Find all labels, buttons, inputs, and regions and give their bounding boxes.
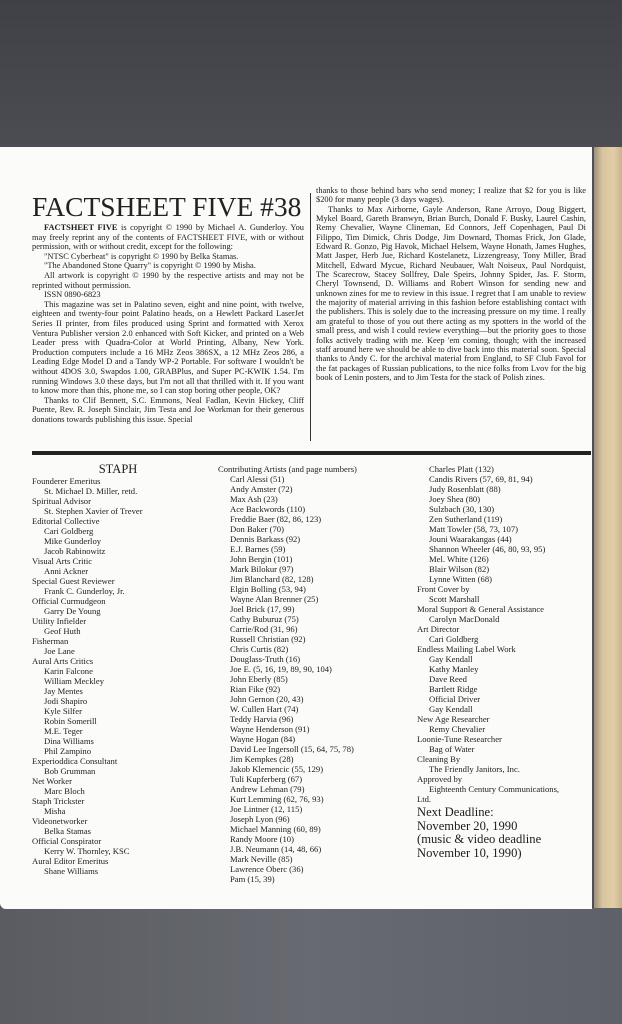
staff-role: Official Conspirator xyxy=(32,836,102,846)
paragraph-text: ISSN 0890-6823 xyxy=(44,290,101,300)
staff-name: David Lee Ingersoll (15, 64, 75, 78) xyxy=(230,744,354,754)
staff-name: Misha xyxy=(44,806,66,816)
staff-name: The Friendly Janitors, Inc. xyxy=(429,764,520,774)
staff-name: John Gernon (20, 43) xyxy=(230,694,304,704)
deadline-line: November 20, 1990 xyxy=(417,818,518,833)
staff-name-continued: Ltd. xyxy=(417,794,432,804)
staff-name: Kerry W. Thornley, KSC xyxy=(44,846,130,856)
staff-name: Gay Kendall xyxy=(429,704,473,714)
staff-name: Jay Mentes xyxy=(44,686,83,696)
staff-name: Jim Kempkes (28) xyxy=(230,754,294,764)
staff-name: Dave Reed xyxy=(429,674,467,684)
staff-name: Max Ash (23) xyxy=(230,494,278,504)
staff-name: Russell Christian (92) xyxy=(230,634,306,644)
staff-name: Joseph Lyon (96) xyxy=(230,814,290,824)
staff-name: Belka Stamas xyxy=(44,826,92,836)
paragraph xyxy=(32,300,304,396)
staff-name: Bartlett Ridge xyxy=(429,684,478,694)
staff-name: Joe Lintner (12, 115) xyxy=(230,804,303,814)
staff-name: J.B. Neumann (14, 48, 66) xyxy=(230,844,322,854)
paragraph-text: All artwork is copyright © 1990 by the respective artists and may not be reprinted without permission. xyxy=(32,270,304,290)
paragraph xyxy=(32,223,304,252)
staff-name: Andrew Lehman (79) xyxy=(230,784,305,794)
artist-name: Charles Platt (132) xyxy=(429,464,494,474)
staff-name: Kyle Silfer xyxy=(44,706,82,716)
paragraph-text: Thanks to Max Airborne, Gayle Anderson, Rane Arroyo, Doug Biggert, Mykel Board, Gareth Branwyn, Brian Burch, Donald F. Busky, Laurel Cashin, Remy Chevalier, Wayne Clineman, Ed Connors, Jeff Copenhagen, Paul Di Filippo, Tim Dimick, Chris Dodge, Jim Downard, Thomas Frick, Jon Glade, Edward R. Gonzo, Pig Havok, Michael Helsem, Wayne Honath, James Hughes, Matt Jasper, Herb Jue, Richard Kostelanetz, Lizzengreasy, Tony Miller, Brad Mitchell, Edward Mycue, Richard Neubauer, Walt Noiseux, Paul Nordquist, The Scarecrow, Stacey Sollfrey, Dale Speirs, Johnny Spider, Jas. F. Storm, Cheryl Townsend, D. Williams and Robert Winson for sending new and unknown zines for me to review in this issue. I regret that I am unable to review the majority of material arriving in this fashion before establishing contact with the publishers. This is solely due to the increasing pressure on my time. I really am grateful to those of you out there acting as my spotters in the world of the small press, and wish I could review everything—but the priority goes to those folks actively trading with me. Keep 'em coming, though; with the increased staff around here we should be able to dive back into this material soon. Special thanks to Andy C. for the archival material from England, to SF Club Favol for the fat packages of Russian publications, to the nice folks from Lvov for the big book of Lenin posters, and to Jim Testa for the stack of Polish zines. xyxy=(316,204,586,382)
staff-role: Staph Trickster xyxy=(32,796,85,806)
section-rule xyxy=(32,451,591,455)
paragraph xyxy=(32,252,304,262)
staff-role: Aural Arts Critics xyxy=(32,656,94,666)
paragraph xyxy=(316,205,586,383)
staff-name: Robin Somerill xyxy=(44,716,97,726)
staff-name: Gay Kendall xyxy=(429,654,473,664)
staff-name: John Eberly (85) xyxy=(230,674,288,684)
staff-name: Dina Williams xyxy=(44,736,94,746)
column-divider xyxy=(310,193,311,441)
staff-name: Kurt Lemming (62, 76, 93) xyxy=(230,794,324,804)
staff-name: Jacob Rabinowitz xyxy=(44,546,106,556)
staff-name: Carl Alessi (51) xyxy=(230,474,285,484)
staff-name: Douglass-Truth (16) xyxy=(230,654,301,664)
staff-role: Official Curmudgeon xyxy=(32,596,106,606)
paragraph xyxy=(32,396,304,425)
staff-name: E.J. Barnes (59) xyxy=(230,544,286,554)
staff-name: Tuli Kupferberg (67) xyxy=(230,774,303,784)
staff-name: Ace Backwords (110) xyxy=(230,504,306,514)
staff-role: Cleaning By xyxy=(417,754,461,764)
next-deadline xyxy=(417,806,589,860)
staff-role: Official Driver xyxy=(429,694,481,704)
staff-role: Contributing Artists (and page numbers) xyxy=(218,464,357,474)
staff-name: Phil Zampino xyxy=(44,746,92,756)
staff-role: Special Guest Reviewer xyxy=(32,576,115,586)
scan-background-top xyxy=(0,0,622,148)
staff-name: Don Baker (70) xyxy=(230,524,284,534)
staff-name: M.E. Teger xyxy=(44,726,83,736)
staff-name: Jim Blanchard (82, 128) xyxy=(230,574,314,584)
staff-name: Mark Neville (85) xyxy=(230,854,293,864)
staff-name: Joel Brick (17, 99) xyxy=(230,604,295,614)
artist-name: Mel. White (126) xyxy=(429,554,489,564)
artist-name: Lynne Witten (68) xyxy=(429,574,492,584)
staff-role: Experioddica Consultant xyxy=(32,756,118,766)
staff-name: Andy Amster (72) xyxy=(230,484,293,494)
staff-role: Loonie-Tune Researcher xyxy=(417,734,502,744)
staff-role: Approved by xyxy=(417,774,463,784)
magazine-spine xyxy=(594,147,622,908)
paragraph xyxy=(32,290,304,300)
staff-name: Frank C. Gunderloy, Jr. xyxy=(44,586,125,596)
staff-role: Videonetworker xyxy=(32,816,88,826)
staff-name: St. Stephen Xavier of Trever xyxy=(44,506,143,516)
staff-name: Mike Gunderloy xyxy=(44,536,102,546)
artist-name: Zen Sutherland (119) xyxy=(429,514,503,524)
staff-name: Wayne Alan Brenner (25) xyxy=(230,594,319,604)
staff-role: Utility Infielder xyxy=(32,616,87,626)
staff-name: John Bergin (101) xyxy=(230,554,293,564)
masthead-title: FACTSHEET FIVE #38 xyxy=(32,191,302,222)
staff-name: Carrie/Rod (31, 96) xyxy=(230,624,298,634)
artist-name: Judy Rosenblatt (88) xyxy=(429,484,501,494)
staff-role: Editorial Collective xyxy=(32,516,100,526)
staff-name: Joe E. (5, 16, 19, 89, 90, 104) xyxy=(230,664,332,674)
staff-name: Cathy Buburuz (75) xyxy=(230,614,299,624)
scan-background-bottom xyxy=(0,908,622,1024)
staff-name: St. Michael D. Miller, retd. xyxy=(44,486,138,496)
staff-name: Rian Fike (92) xyxy=(230,684,281,694)
artist-name: Shannon Wheeler (46, 80, 93, 95) xyxy=(429,544,546,554)
staff-name: Bob Grumman xyxy=(44,766,96,776)
staff-role: Aural Editor Emeritus xyxy=(32,856,109,866)
staff-name: Karin Falcone xyxy=(44,666,93,676)
staff-role: Founderer Emeritus xyxy=(32,476,101,486)
staff-role: Spiritual Advisor xyxy=(32,496,91,506)
staff-name: William Meckley xyxy=(44,676,105,686)
staff-name: Wayne Henderson (91) xyxy=(230,724,310,734)
deadline-line: Next Deadline: xyxy=(417,805,494,819)
artist-name: Jouni Waarakangas (44) xyxy=(429,534,512,544)
staff-name: Kathy Manley xyxy=(429,664,479,674)
staff-column-2 xyxy=(218,464,357,884)
staff-name: Geof Huth xyxy=(44,626,81,636)
paragraph-text: This magazine was set in Palatino seven, eight and nine point, with twelve, eighteen and twenty-four point Palatino heads, on a Hewlett Packard LaserJet Series II printer, from files produced using Sprint and formatted with Xerox Ventura Publisher version 2.0 enhanced with Soft Kicker, and printed on a Web Leader press with Quadra-Color at World Printing, Albany, New York. Production computers include a 16 MHz Zeos 386SX, a 12 MHz Zeos 286, a Leading Edge Model D and a Tandy WP-2 Portable. For software I wouldn't be without 4DOS 3.0, Swapdos 1.00, GRABPlus, and Super PC-KWIK 1.54. I'm running Windows 3.0 these days, but I'm not all that thrilled with it. If you want to know more than this, phone me, so I can stop boring other people, OK? xyxy=(32,299,304,396)
staff-name: Marc Bloch xyxy=(44,786,85,796)
artist-name: Sulzbach (30, 130) xyxy=(429,504,495,514)
staff-role: Fisherman xyxy=(32,636,69,646)
staff-name: Freddie Baer (82, 86, 123) xyxy=(230,514,322,524)
paragraph xyxy=(32,261,304,271)
staff-role: Visual Arts Critic xyxy=(32,556,93,566)
staff-column-3 xyxy=(417,464,589,860)
deadline-line: November 10, 1990) xyxy=(417,845,522,860)
paragraph xyxy=(32,271,304,290)
paragraph-text: "NTSC Cyberbeat" is copyright © 1990 by Belka Stamas. xyxy=(44,251,239,261)
staff-name: Teddy Harvia (96) xyxy=(230,714,294,724)
paragraph-text: "The Abandoned Stone Quarry" is copyright © 1990 by Misha. xyxy=(44,261,256,271)
paragraph-lead: FACTSHEET FIVE xyxy=(44,223,118,232)
staff-name: Cari Goldberg xyxy=(44,526,94,536)
staff-name: Pam (15, 39) xyxy=(230,874,275,884)
staff-name: Jakob Klemencic (55, 129) xyxy=(230,764,324,774)
staff-name: Scott Marshall xyxy=(429,594,480,604)
staff-name: Shane Williams xyxy=(44,866,99,876)
staff-role: Moral Support & General Assistance xyxy=(417,604,544,614)
staff-name: Eighteenth Century Communications, xyxy=(429,784,560,794)
artist-name: Blair Wilson (82) xyxy=(429,564,490,574)
staff-name: Carolyn MacDonald xyxy=(429,614,500,624)
staff-name: Michael Manning (60, 89) xyxy=(230,824,321,834)
paragraph-text: is copyright © 1990 by Michael A. Gunderloy. You may freely reprint any of the contents of FACTSHEET FIVE, with or without permission, with or without credit, except for the following: xyxy=(32,223,304,252)
staff-column-1 xyxy=(32,462,204,876)
deadline-line: (music & video deadline xyxy=(417,832,542,846)
staff-name: Joe Lane xyxy=(44,646,75,656)
staff-name: Bag of Water xyxy=(429,744,475,754)
staff-name: Anni Ackner xyxy=(44,566,89,576)
staff-name: Randy Moore (10) xyxy=(230,834,294,844)
paragraph-text: Thanks to Clif Bennett, S.C. Emmons, Neal Fadlan, Kevin Hickey, Cliff Puente, Rev. R. Joseph Sinclair, Jim Testa and Joe Workman for their generous donations towards publishing this issue. Special xyxy=(32,395,304,424)
staff-role: Art Director xyxy=(417,624,460,634)
colophon-left-column xyxy=(32,223,304,424)
staff-name: W. Cullen Hart (74) xyxy=(230,704,299,714)
artist-name: Matt Towler (58, 73, 107) xyxy=(429,524,518,534)
staff-role: Net Worker xyxy=(32,776,72,786)
paragraph xyxy=(316,186,586,205)
staff-role: New Age Researcher xyxy=(417,714,490,724)
staff-name: Cari Goldberg xyxy=(429,634,479,644)
staff-heading: STAPH xyxy=(98,462,138,476)
staff-name: Garry De Young xyxy=(44,606,101,616)
staff-name: Jodi Shapiro xyxy=(44,696,88,706)
paragraph-text: thanks to those behind bars who send money; I realize that $2 for you is like $200 for many people (3 days wages). xyxy=(316,186,586,205)
staff-name: Wayne Hogan (84) xyxy=(230,734,296,744)
staff-name: Lawrence Oberc (36) xyxy=(230,864,304,874)
staff-role: Front Cover by xyxy=(417,584,470,594)
artist-name: Joey Shea (80) xyxy=(429,494,481,504)
staff-name: Remy Chevalier xyxy=(429,724,486,734)
artist-name: Candis Rivers (57, 69, 81, 94) xyxy=(429,474,533,484)
colophon-right-column xyxy=(316,186,586,382)
staff-name: Chris Curtis (82) xyxy=(230,644,289,654)
staff-name: Mark Bilokur (97) xyxy=(230,564,294,574)
staff-name: Elgin Bolling (53, 94) xyxy=(230,584,306,594)
staff-role: Endless Mailing Label Work xyxy=(417,644,516,654)
staff-name: Dennis Barkass (92) xyxy=(230,534,301,544)
